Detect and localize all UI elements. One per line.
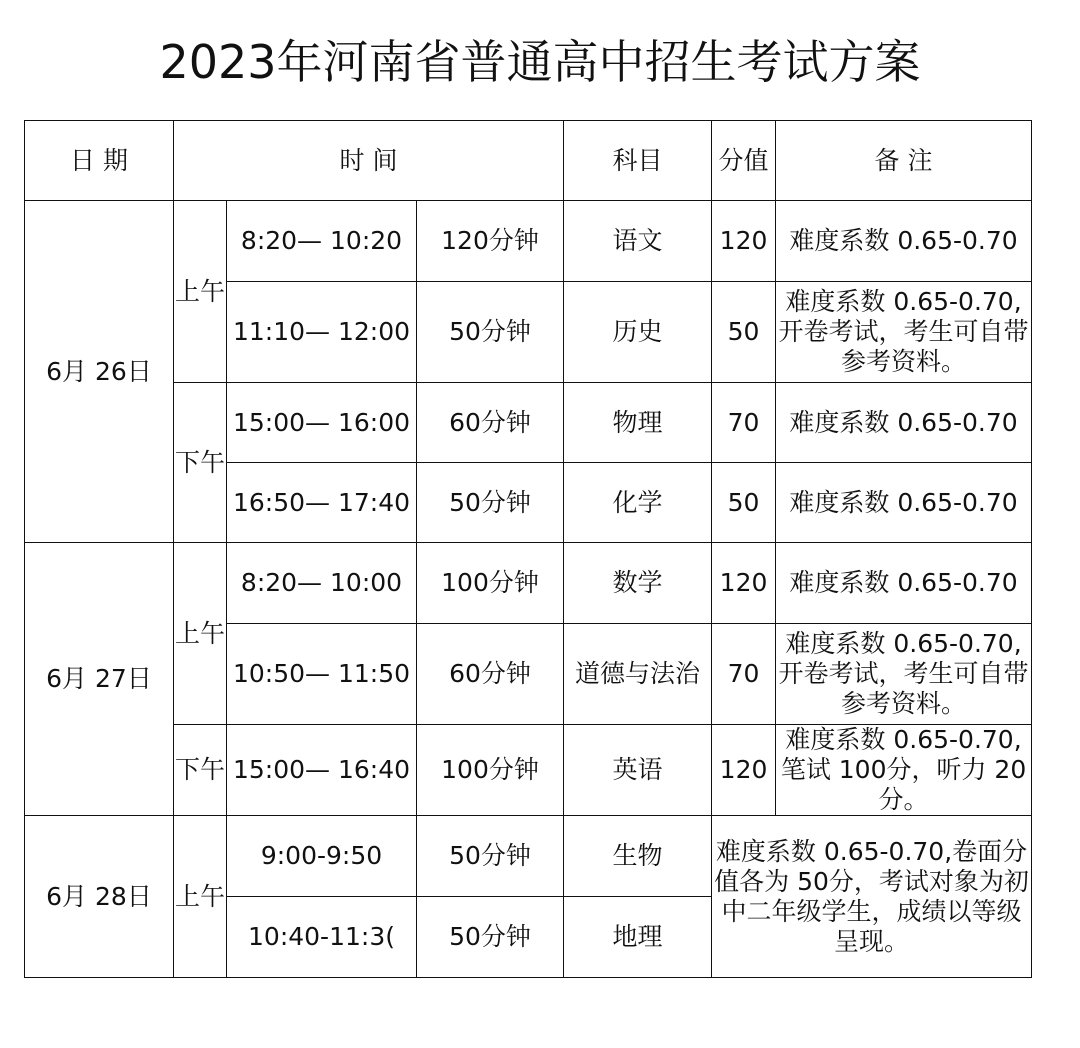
time-cell: 8:20— 10:20 (227, 201, 417, 282)
score-cell: 120 (712, 201, 776, 282)
subject-cell: 语文 (564, 201, 712, 282)
table-row (25, 543, 1032, 624)
duration-cell: 50分钟 (417, 897, 564, 978)
time-cell: 10:40-11:3( (227, 897, 417, 978)
note-cell: 难度系数 0.65-0.70 (776, 383, 1032, 463)
date-cell: 6月 28日 (25, 816, 174, 978)
period-cell: 下午 (174, 725, 227, 816)
duration-cell: 100分钟 (417, 725, 564, 816)
time-cell: 8:20— 10:00 (227, 543, 417, 624)
subject-cell: 地理 (564, 897, 712, 978)
subject-cell: 物理 (564, 383, 712, 463)
header-note: 备 注 (776, 121, 1032, 201)
table-row (25, 383, 1032, 463)
time-cell: 16:50— 17:40 (227, 463, 417, 543)
time-cell: 11:10— 12:00 (227, 282, 417, 383)
date-cell: 6月 26日 (25, 201, 174, 543)
note-cell: 难度系数 0.65-0.70 (776, 543, 1032, 624)
table-row (25, 725, 1032, 816)
score-cell: 120 (712, 725, 776, 816)
subject-cell: 历史 (564, 282, 712, 383)
period-cell: 下午 (174, 383, 227, 543)
table-row (25, 816, 1032, 897)
duration-cell: 50分钟 (417, 282, 564, 383)
header-time: 时 间 (174, 121, 564, 201)
shared-note-cell: 难度系数 0.65-0.70,卷面分值各为 50分，考试对象为初中二年级学生，成绩以等级呈现。 (712, 816, 1032, 978)
note-cell: 难度系数 0.65-0.70,笔试 100分，听力 20分。 (776, 725, 1032, 816)
period-cell: 上午 (174, 201, 227, 383)
time-cell: 15:00— 16:40 (227, 725, 417, 816)
score-cell: 70 (712, 624, 776, 725)
period-cell: 上午 (174, 816, 227, 978)
note-cell: 难度系数 0.65-0.70,开卷考试，考生可自带参考资料。 (776, 624, 1032, 725)
score-cell: 70 (712, 383, 776, 463)
table-row (25, 201, 1032, 282)
header-subject: 科目 (564, 121, 712, 201)
time-cell: 10:50— 11:50 (227, 624, 417, 725)
score-cell: 120 (712, 543, 776, 624)
duration-cell: 50分钟 (417, 463, 564, 543)
exam-schedule-table (24, 120, 1032, 978)
header-date: 日 期 (25, 121, 174, 201)
time-cell: 9:00-9:50 (227, 816, 417, 897)
duration-cell: 60分钟 (417, 624, 564, 725)
header-row (25, 121, 1032, 201)
header-score: 分值 (712, 121, 776, 201)
time-cell: 15:00— 16:00 (227, 383, 417, 463)
period-cell: 上午 (174, 543, 227, 725)
page-title: 2023年河南省普通高中招生考试方案 (159, 35, 921, 89)
subject-cell: 生物 (564, 816, 712, 897)
date-cell: 6月 27日 (25, 543, 174, 816)
note-cell: 难度系数 0.65-0.70 (776, 201, 1032, 282)
subject-cell: 道德与法治 (564, 624, 712, 725)
note-cell: 难度系数 0.65-0.70,开卷考试，考生可自带参考资料。 (776, 282, 1032, 383)
duration-cell: 50分钟 (417, 816, 564, 897)
score-cell: 50 (712, 463, 776, 543)
note-cell: 难度系数 0.65-0.70 (776, 463, 1032, 543)
subject-cell: 数学 (564, 543, 712, 624)
score-cell: 50 (712, 282, 776, 383)
duration-cell: 60分钟 (417, 383, 564, 463)
subject-cell: 英语 (564, 725, 712, 816)
duration-cell: 120分钟 (417, 201, 564, 282)
duration-cell: 100分钟 (417, 543, 564, 624)
subject-cell: 化学 (564, 463, 712, 543)
